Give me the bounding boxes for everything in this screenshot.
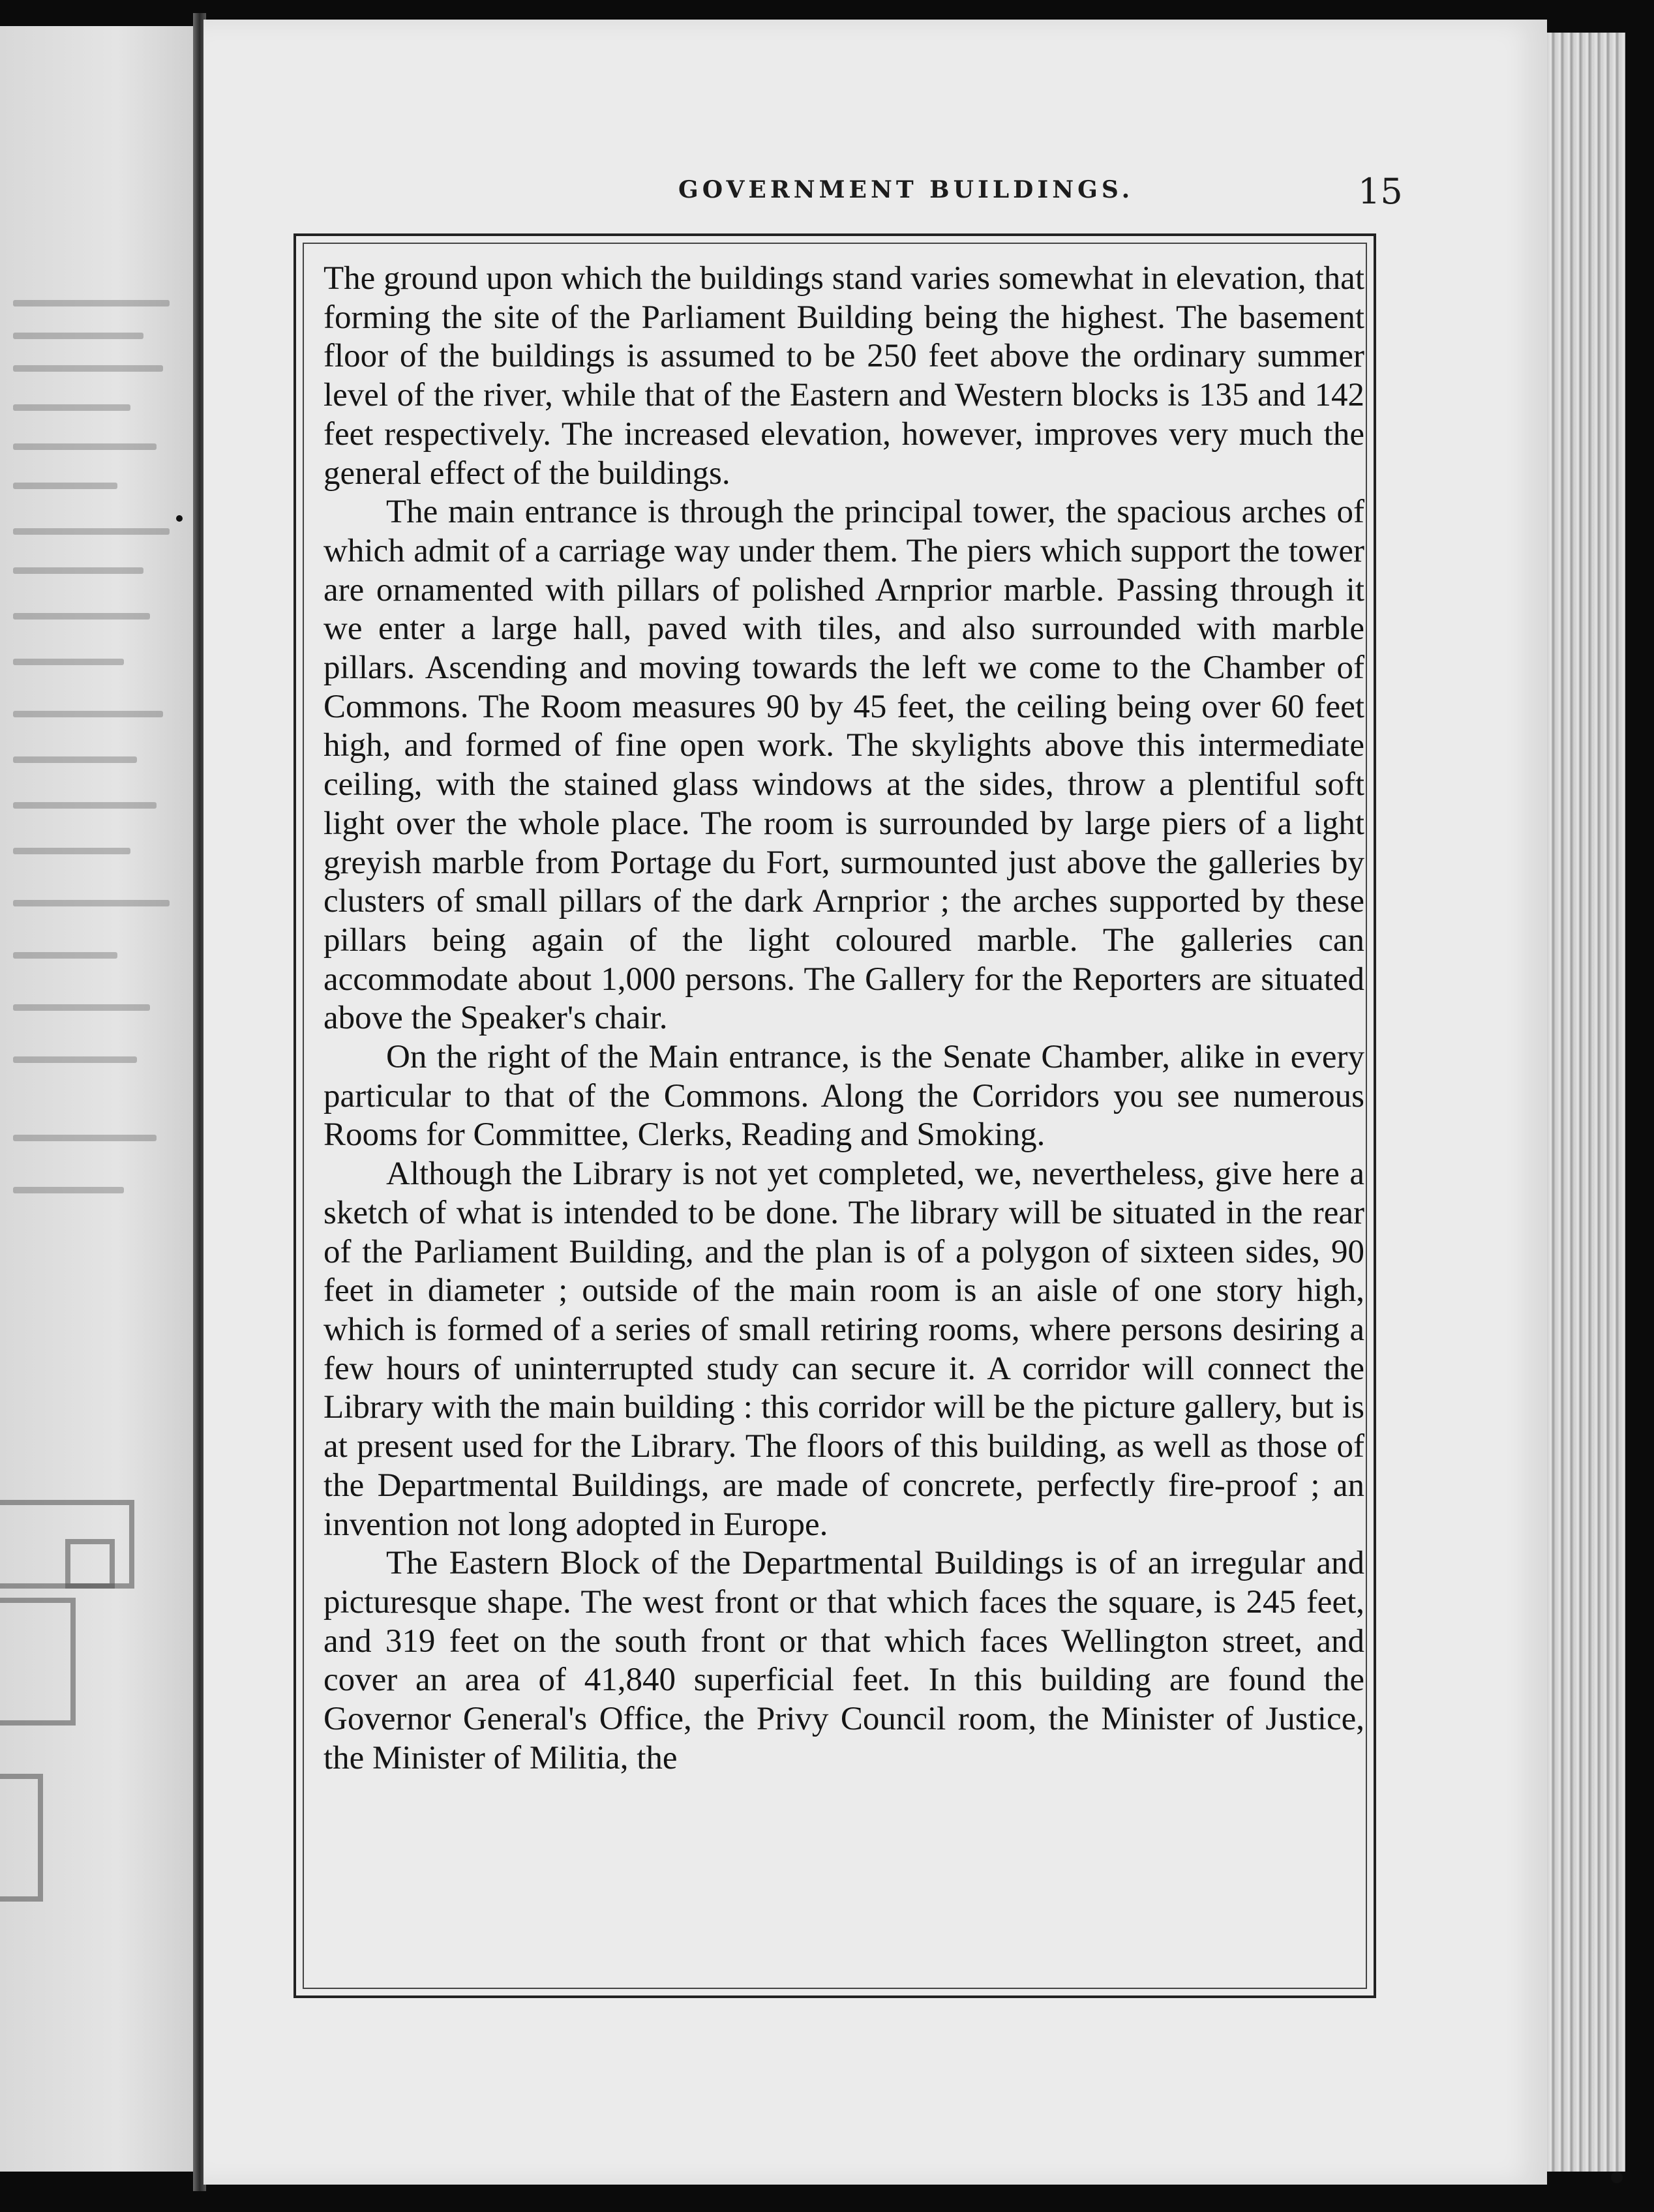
floor-plan-fragment <box>0 1500 189 1904</box>
paragraph: On the right of the Main entrance, is the Senate Chamber, alike in every particular to that of the Commons. Along the Corridors you see numerous Rooms for Committee, Clerks, Reading and Smoking. <box>323 1039 1364 1154</box>
paragraph: Although the Library is not yet completed, we, nevertheless, give here a sketch of what is intended to be done. The library will be situated in the rear of the Parliament Building, and the plan is of a polygon of sixteen sides, 90 feet in diameter ; outside of the main room is an aisle of one story high, which is formed of a series of small retiring rooms, where persons desiring a few hours of uninterrupted study can secure it. A corridor will connect the Library with the main building : this corridor will be the picture gallery, but is at present used for the Library. The floors of this building, as well as those of the Departmental Buildings, are made of concrete, perfectly fire-proof ; an invention not long adopted in Europe. <box>323 1156 1364 1543</box>
bleed-line <box>13 613 150 620</box>
page-number: 15 <box>1358 171 1403 212</box>
bleed-line <box>13 1004 150 1011</box>
bleed-line <box>13 528 170 535</box>
bleed-line <box>13 333 143 339</box>
bleed-line <box>13 952 117 959</box>
bleed-line <box>13 659 124 665</box>
bleed-line <box>13 756 137 763</box>
running-header: GOVERNMENT BUILDINGS. <box>678 176 1134 203</box>
paragraph: The ground upon which the buildings stand varies somewhat in elevation, that forming the site of the Parliament Building being the highest. The basement floor of the buildings is assumed to be 250 feet above the ordinary summer level of the river, while that of the Eastern and Western blocks is 135 and 142 feet respectively. The increased elevation, however, improves very much the general effect of the buildings. <box>323 260 1364 492</box>
paragraph: The main entrance is through the principal tower, the spacious arches of which admit of a carriage way under them. The piers which support the tower are ornamented with pillars of polished Arnprior marble. Passing through it we enter a large hall, paved with tiles, and also surrounded with marble pillars. Ascending and moving towards the left we come to the Chamber of Commons. The Room measures 90 by 45 feet, the ceiling being over 60 feet high, and formed of fine open work. The skylights above this intermediate ceiling, with the stained glass windows at the sides, throw a plentiful soft light over the whole place. The room is surrounded by large piers of a light greyish marble from Portage du Fort, surmounted just above the galleries by clusters of small pillars of the dark Arnprior ; the arches supported by these pillars being again of the light coloured marble. The galleries can accommodate about 1,000 persons. The Gallery for the Reporters are situated above the Speaker's chair. <box>323 494 1364 1037</box>
bleed-line <box>13 1187 124 1193</box>
page-block-edges <box>1547 33 1625 2172</box>
scan-speck <box>176 515 183 522</box>
bleed-line <box>13 1056 137 1063</box>
bleed-line <box>13 483 117 489</box>
bleed-line <box>13 1135 157 1141</box>
bleed-line <box>13 802 157 809</box>
scan-speck <box>1611 2172 1623 2183</box>
bleed-line <box>13 711 163 717</box>
previous-page-edge <box>0 26 196 2172</box>
paragraph: The Eastern Block of the Departmental Buildings is of an irregular and picturesque shape. The west front or that which faces the square, is 245 feet, and 319 feet on the south front or that which faces Wellington street, and cover an area of 41,840 superficial feet. In this building are found the Governor General's Office, the Privy Council room, the Minister of Justice, the Minister of Militia, the <box>323 1545 1364 1776</box>
bleed-line <box>13 900 170 906</box>
bleed-line <box>13 567 143 574</box>
bleed-line <box>13 365 163 372</box>
bleed-line <box>13 848 130 854</box>
bleed-line <box>13 443 157 450</box>
body-text <box>323 260 1364 1778</box>
bleed-line <box>13 404 130 411</box>
bleed-line <box>13 300 170 306</box>
